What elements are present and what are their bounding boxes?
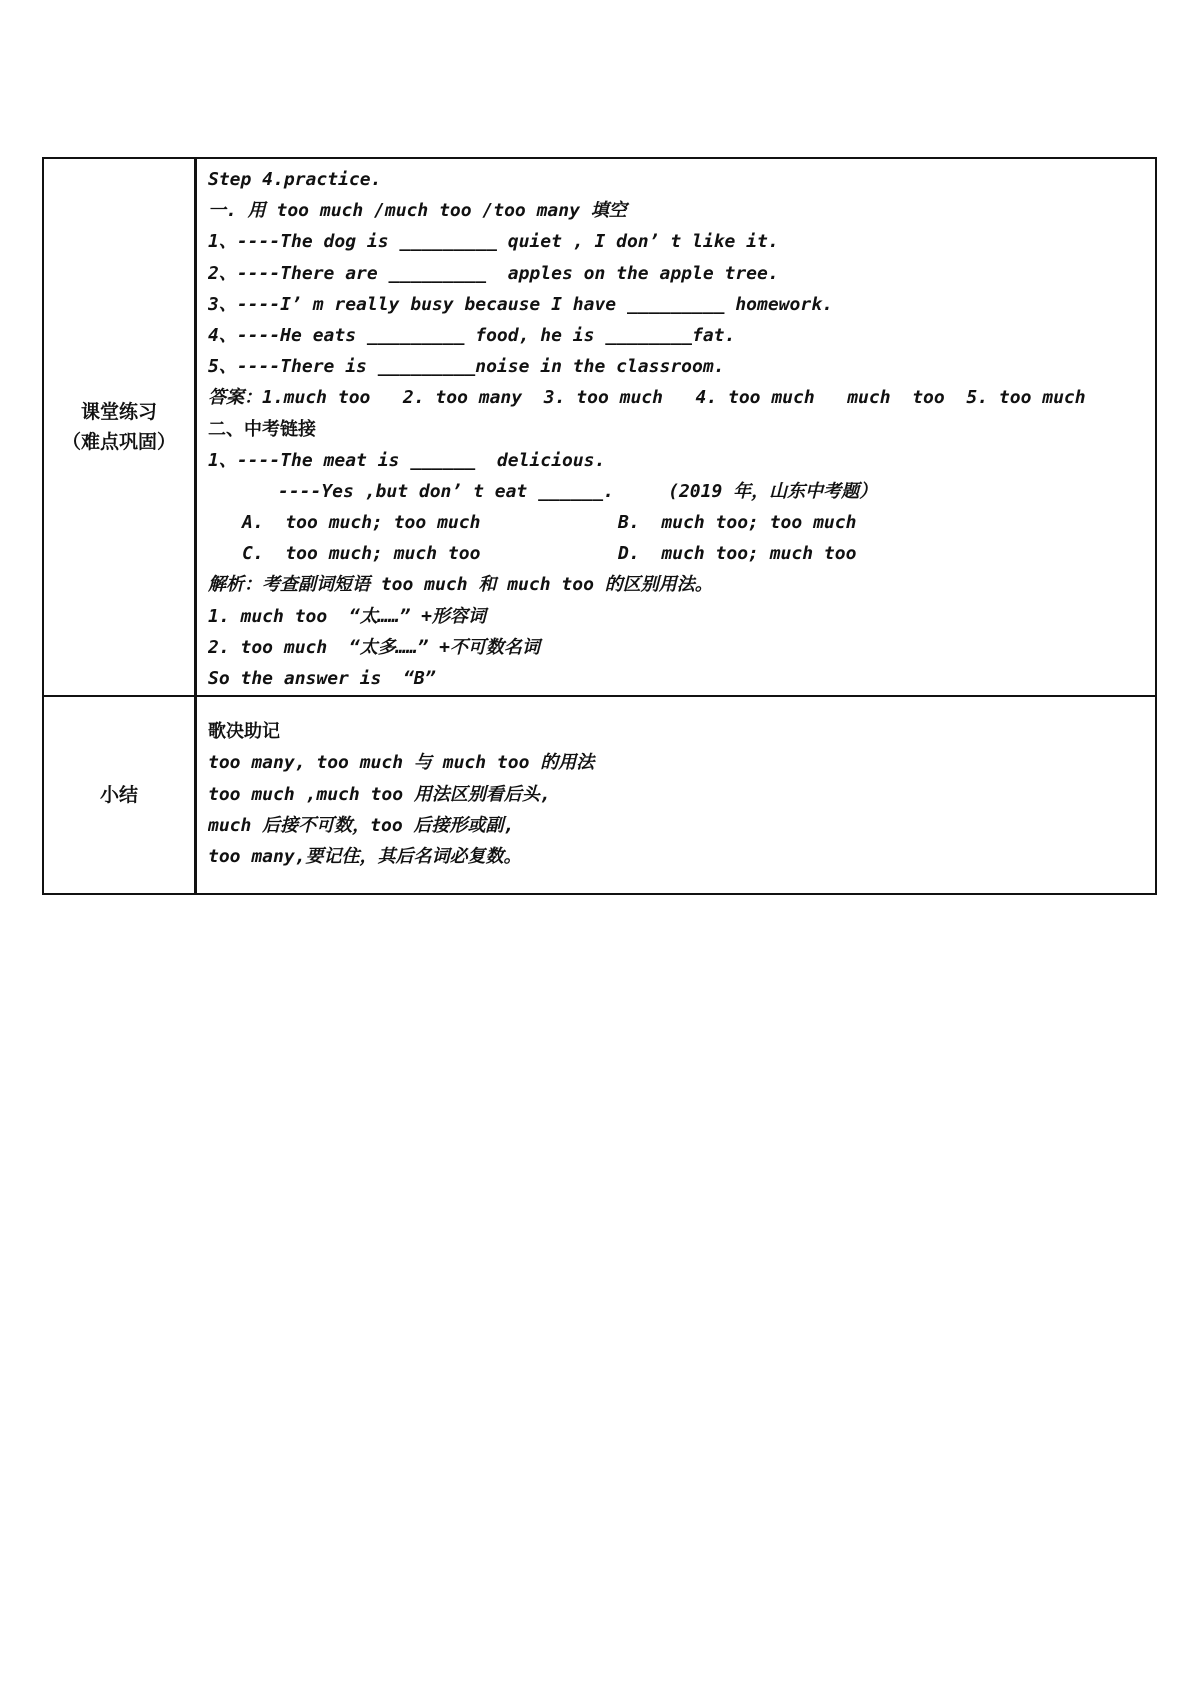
- exam-question: 1、----The meat is ______ delicious.: [208, 449, 606, 471]
- lesson-table: [42, 157, 1157, 895]
- question-2: 2、----There are _________ apples on the apple tree.: [208, 262, 779, 284]
- mnemonic-line-3: much 后接不可数，too 后接形或副,: [208, 814, 515, 836]
- practice-sublabel: （难点巩固）: [61, 431, 176, 454]
- question-3: 3、----I’ m really busy because I have _________ homework.: [208, 293, 833, 315]
- option-a: A. too much; too much: [242, 512, 481, 534]
- exam-question-reply: ----Yes ,but don’ t eat ______. (2019 年，山东中考题）: [278, 480, 878, 502]
- analysis-point-2: 2. too much “太多……” +不可数名词: [208, 636, 540, 658]
- option-b: B. much too; too much: [618, 512, 857, 534]
- analysis-answer: So the answer is “B”: [208, 668, 436, 689]
- options-row-1: [208, 507, 1144, 538]
- mnemonic-line-4: too many,要记住，其后名词必复数。: [208, 845, 522, 867]
- summary-content: [198, 706, 1154, 884]
- section-one-heading: 一. 用 too much /much too /too many 填空: [208, 200, 627, 222]
- summary-label: 小结: [99, 784, 138, 807]
- option-d: D. much too; much too: [618, 543, 857, 565]
- answer-key: 答案：1.much too 2. too many 3. too much 4. too much much too 5. too much: [208, 387, 1086, 409]
- question-1: 1、----The dog is _________ quiet , I don’ t like it.: [208, 231, 779, 253]
- step-heading: Step 4.practice.: [208, 169, 382, 190]
- practice-label: 课堂练习: [80, 401, 157, 424]
- section-two-heading: 二、中考链接: [208, 418, 316, 440]
- summary-label-cell: [43, 696, 196, 894]
- mnemonic-line-2: too much ,much too 用法区别看后头,: [208, 783, 551, 805]
- practice-row: [43, 158, 1156, 696]
- practice-content-cell: [196, 158, 1157, 696]
- options-row-2: [208, 538, 1144, 569]
- analysis-heading: 解析：考查副词短语 too much 和 much too 的区别用法。: [208, 574, 713, 596]
- practice-label-cell: [43, 158, 196, 696]
- mnemonic-line-1: too many, too much 与 much too 的用法: [208, 752, 595, 774]
- summary-row: [43, 696, 1156, 894]
- practice-content: [198, 160, 1154, 694]
- option-c: C. too much; much too: [242, 543, 481, 565]
- summary-content-cell: [196, 696, 1157, 894]
- analysis-point-1: 1. much too “太……” +形容词: [208, 605, 486, 627]
- question-4: 4、----He eats _________ food, he is ________fat.: [208, 324, 736, 346]
- question-5: 5、----There is _________noise in the classroom.: [208, 356, 725, 378]
- mnemonic-heading: 歌决助记: [208, 721, 280, 743]
